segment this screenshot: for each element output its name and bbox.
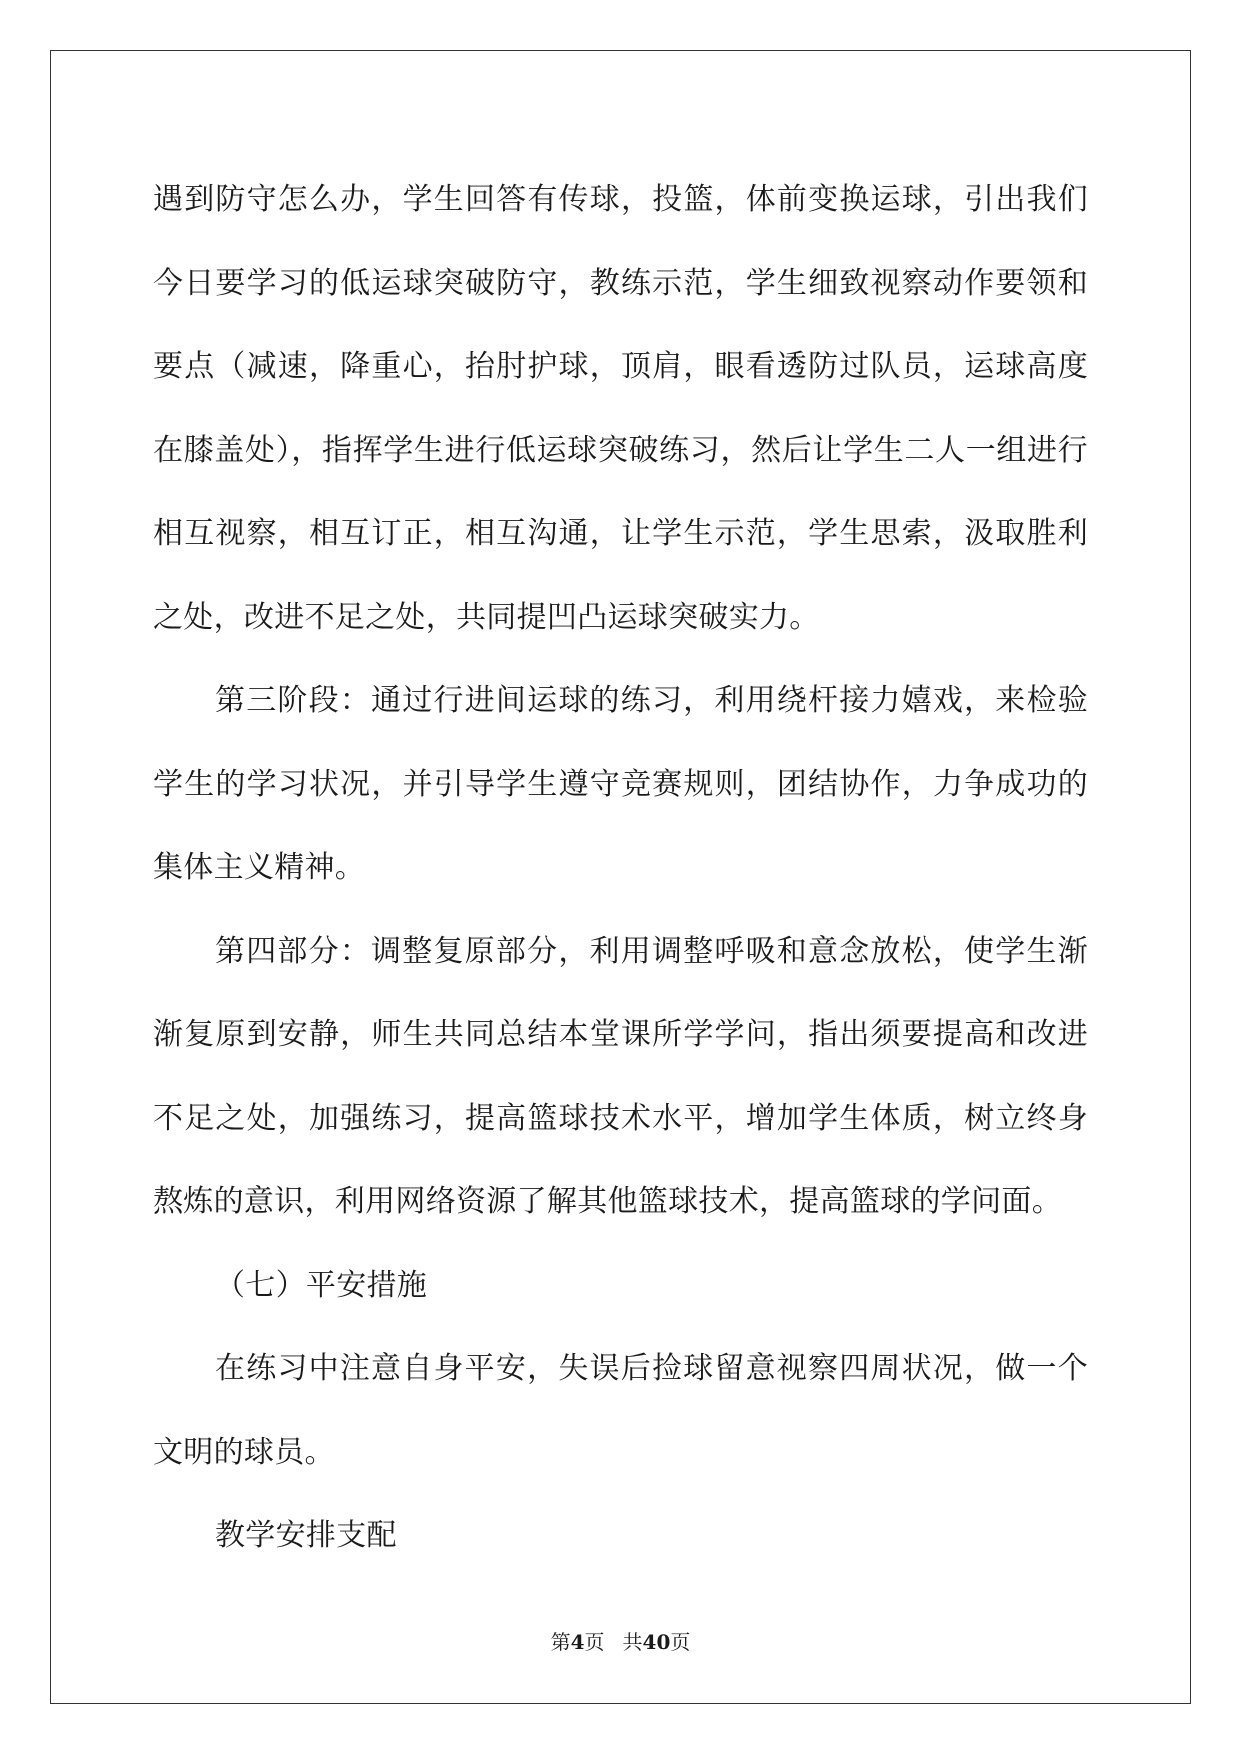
section-heading — [153, 1244, 1088, 1328]
text-line: 渐复原到安静，师生共同总结本堂课所学学问，指出须要提高和改进 — [153, 1017, 1088, 1052]
paragraph-2 — [153, 659, 1088, 910]
text-line: 在膝盖处），指挥学生进行低运球突破练习，然后让学生二人一组进行 — [153, 432, 1088, 468]
text-line: 要点（减速，降重心，抬肘护球，顶肩，眼看透防过队员，运球高度 — [153, 349, 1088, 384]
text-line: 教学安排支配 — [215, 1518, 397, 1553]
text-line: 相互视察，相互订正，相互沟通，让学生示范，学生思索，汲取胜利 — [153, 516, 1088, 551]
paragraph-5 — [153, 1327, 1088, 1494]
footer-page-suffix: 页 — [584, 1630, 605, 1654]
paragraph-3 — [153, 910, 1088, 1244]
text-line: 今日要学习的低运球突破防守，教练示范，学生细致视察动作要领和 — [153, 265, 1088, 301]
text-line: 集体主义精神。 — [153, 850, 366, 885]
text-line: 熬炼的意识，利用网络资源了解其他篮球技术，提高篮球的学问面。 — [153, 1184, 1062, 1219]
paragraph-1 — [153, 158, 1088, 659]
text-line: （七）平安措施 — [215, 1267, 428, 1303]
document-body — [153, 158, 1088, 1578]
text-line: 第三阶段：通过行进间运球的练习，利用绕杆接力嬉戏，来检验 — [215, 683, 1088, 718]
text-line: 遇到防守怎么办，学生回答有传球，投篮，体前变换运球，引出我们 — [153, 182, 1088, 217]
text-line: 学生的学习状况，并引导学生遵守竞赛规则，团结协作，力争成功的 — [153, 766, 1088, 802]
total-page-count: 40 — [642, 1630, 671, 1654]
text-line: 文明的球员。 — [153, 1434, 335, 1470]
paragraph-6 — [153, 1494, 1088, 1578]
text-line: 不足之处，加强练习，提高篮球技术水平，增加学生体质，树立终身 — [153, 1100, 1088, 1136]
footer-prefix: 第 — [550, 1630, 571, 1654]
text-line: 在练习中注意自身平安，失误后捡球留意视察四周状况，做一个 — [215, 1351, 1088, 1386]
page-footer — [0, 1626, 1241, 1655]
text-line: 之处，改进不足之处，共同提凹凸运球突破实力。 — [153, 599, 820, 635]
footer-total-prefix: 共 — [622, 1630, 643, 1654]
footer-total-suffix: 页 — [670, 1630, 691, 1654]
text-line: 第四部分：调整复原部分，利用调整呼吸和意念放松，使学生渐 — [215, 933, 1088, 969]
current-page-number: 4 — [570, 1630, 585, 1654]
